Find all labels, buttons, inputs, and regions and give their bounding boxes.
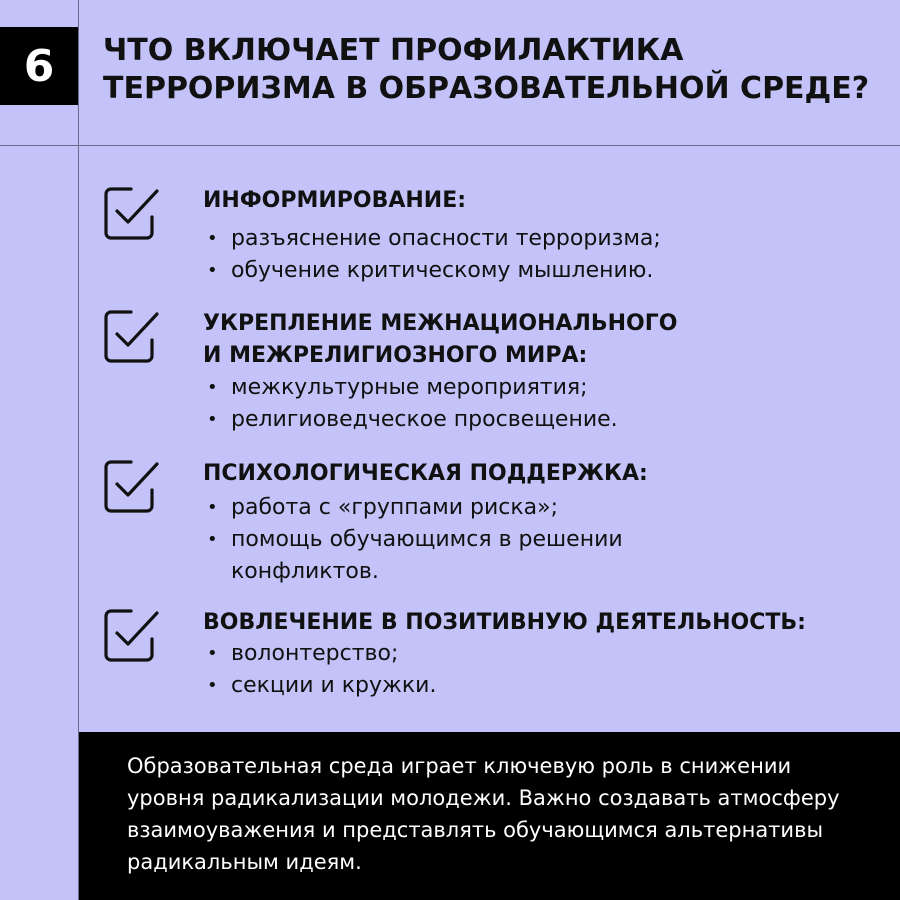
section-title — [203, 607, 806, 639]
section-title — [203, 458, 648, 490]
list-item-text: • волонтерство; — [231, 641, 399, 666]
checkbox-checked-icon — [103, 185, 163, 245]
footer-line: взаимоуважения и представлять обучающимся альтернативы — [127, 818, 824, 842]
slide-number: 6 — [23, 40, 55, 92]
bullet-list — [205, 372, 618, 436]
footer-note — [79, 732, 900, 900]
section-title — [203, 185, 466, 217]
list-item-text: • разъяснение опасности терроризма; — [231, 226, 661, 251]
list-item — [205, 638, 436, 670]
list-item-text: • работа с «группами риска»; — [231, 495, 558, 520]
footer-text — [127, 750, 887, 878]
page-title-line-2: ТЕРРОРИЗМА В ОБРАЗОВАТЕЛЬНОЙ СРЕДЕ? — [103, 71, 870, 106]
bullet-list — [205, 638, 436, 702]
bullet-list — [205, 223, 661, 287]
bullet-list — [205, 492, 623, 588]
list-item — [205, 524, 623, 588]
section-title-line: ПСИХОЛОГИЧЕСКАЯ ПОДДЕРЖКА: — [203, 461, 648, 486]
horizontal-divider — [0, 145, 900, 146]
footer-line: Образовательная среда играет ключевую роль в снижении — [127, 754, 792, 778]
page-title-line-1: ЧТО ВКЛЮЧАЕТ ПРОФИЛАКТИКА — [103, 33, 684, 68]
list-item — [205, 223, 661, 255]
list-item — [205, 404, 618, 436]
list-item — [205, 670, 436, 702]
list-item-text: • религиоведческое просвещение. — [231, 407, 618, 432]
list-item-text: • помощь обучающимся в решении — [231, 527, 623, 552]
list-item-text: конфликтов. — [231, 559, 379, 584]
section-title-line: И МЕЖРЕЛИГИОЗНОГО МИРА: — [203, 343, 588, 368]
slide-number-badge — [0, 27, 78, 105]
checkbox-checked-icon — [103, 458, 163, 518]
checkbox-checked-icon — [103, 607, 163, 667]
footer-line: радикальным идеям. — [127, 850, 362, 874]
list-item-text: • секции и кружки. — [231, 673, 437, 698]
section-title-line: УКРЕПЛЕНИЕ МЕЖНАЦИОНАЛЬНОГО — [203, 311, 678, 336]
list-item — [205, 492, 623, 524]
list-item — [205, 255, 661, 287]
page-title — [103, 32, 893, 108]
list-item — [205, 372, 618, 404]
section-title-line: ИНФОРМИРОВАНИЕ: — [203, 188, 467, 213]
list-item-text: • обучение критическому мышлению. — [231, 258, 654, 283]
section-title-line: ВОВЛЕЧЕНИЕ В ПОЗИТИВНУЮ ДЕЯТЕЛЬНОСТЬ: — [203, 610, 806, 635]
checkbox-checked-icon — [103, 308, 163, 368]
section-title — [203, 308, 677, 372]
list-item-text: • межкультурные мероприятия; — [231, 375, 588, 400]
footer-line: уровня радикализации молодежи. Важно создавать атмосферу — [127, 786, 840, 810]
